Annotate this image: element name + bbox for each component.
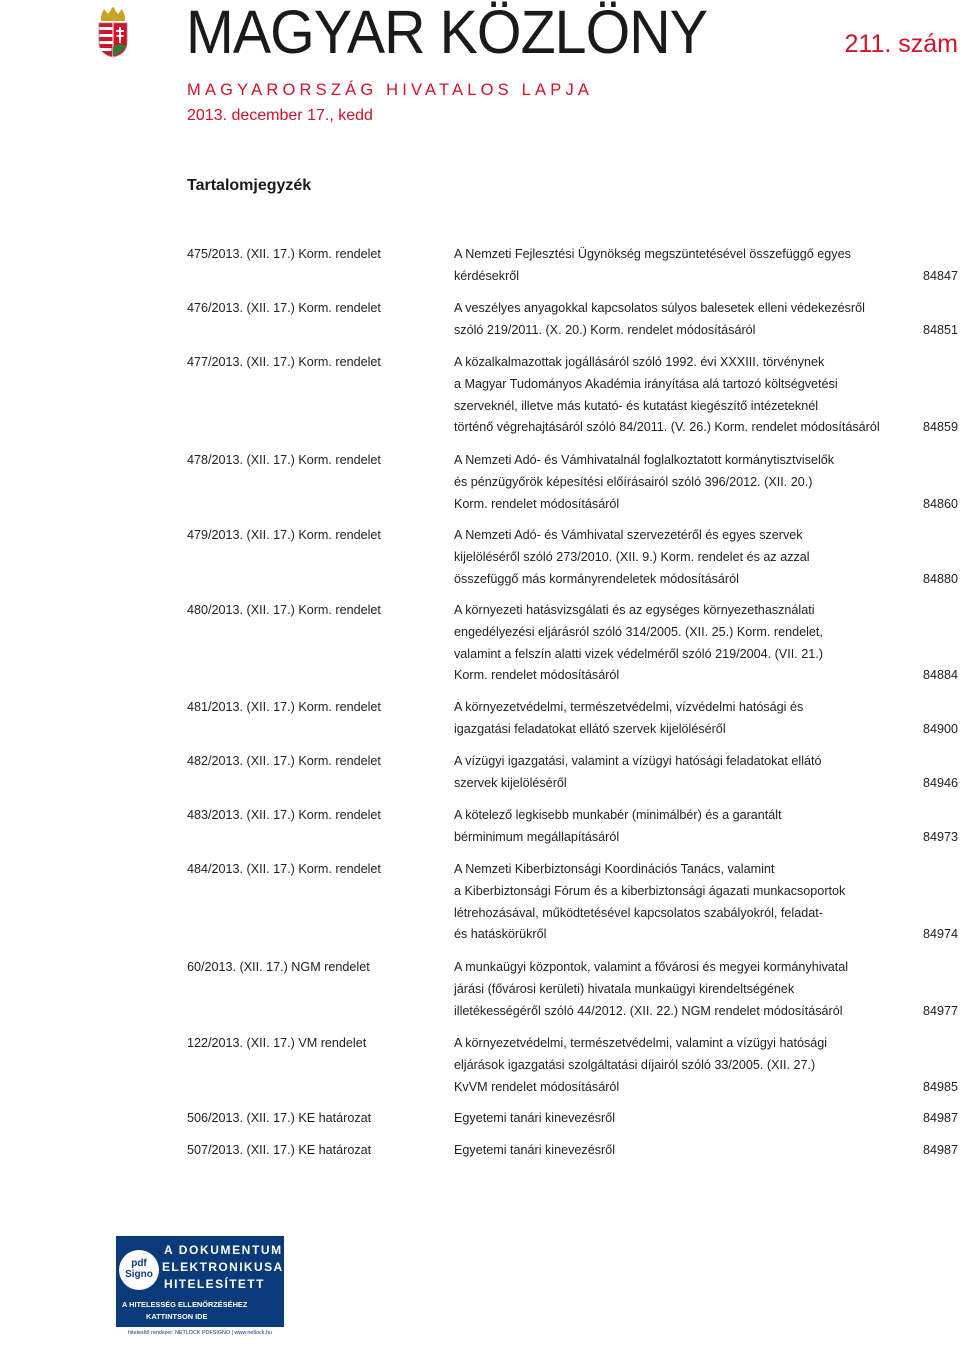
logo-text-pdf: pdf — [131, 1258, 147, 1269]
toc-entry[interactable] — [187, 244, 958, 288]
toc-entry-reference: 479/2013. (XII. 17.) Korm. rendelet — [187, 528, 381, 542]
publication-subtitle: MAGYARORSZÁG HIVATALOS LAPJA — [187, 81, 594, 99]
toc-entry-page-number: 84974 — [922, 927, 958, 942]
toc-entry-description-line: szervek kijelöléséről — [454, 775, 567, 790]
toc-entry-description-line: A veszélyes anyagokkal kapcsolatos súlyos balesetek elleni védekezésről — [454, 301, 865, 315]
toc-entry-page-number: 84987 — [922, 1111, 958, 1125]
toc-entry-description-line: A vízügyi igazgatási, valamint a vízügyi hatósági feladatokat ellátó — [454, 754, 822, 768]
toc-entry-page-number: 84860 — [922, 496, 958, 511]
toc-entry-description-line: a Kiberbiztonsági Fórum és a kiberbiztonsági ágazati munkacsoportok — [454, 883, 846, 898]
issue-number: 211. szám — [844, 30, 958, 58]
toc-entry-reference: 122/2013. (XII. 17.) VM rendelet — [187, 1036, 367, 1050]
toc-entry-page-number: 84985 — [922, 1079, 958, 1094]
toc-entry[interactable] — [187, 298, 958, 342]
toc-entry-description — [454, 751, 874, 795]
toc-entry-description-line: kérdésekről — [454, 268, 520, 283]
toc-entry-reference: 477/2013. (XII. 17.) Korm. rendelet — [187, 355, 381, 369]
toc-entry-reference: 483/2013. (XII. 17.) Korm. rendelet — [187, 808, 381, 822]
badge-line-1: A DOKUMENTUM — [164, 1243, 283, 1257]
toc-entry-description-line: igazgatási feladatokat ellátó szervek kijelöléséről — [454, 721, 726, 736]
toc-entry-reference: 507/2013. (XII. 17.) KE határozat — [187, 1143, 372, 1157]
toc-entry[interactable] — [187, 1108, 958, 1130]
toc-entry-reference: 482/2013. (XII. 17.) Korm. rendelet — [187, 754, 381, 768]
toc-entry[interactable] — [187, 1140, 958, 1162]
toc-entry-description-line: A Nemzeti Fejlesztési Ügynökség megszüntetésével összefüggő egyes — [454, 247, 851, 261]
toc-entry-reference: 476/2013. (XII. 17.) Korm. rendelet — [187, 301, 381, 315]
toc-entry-page-number: 84880 — [922, 571, 958, 586]
toc-entry[interactable] — [187, 525, 958, 590]
pdfsigno-logo — [119, 1250, 159, 1290]
toc-entry-description-line: illetékességéről szóló 44/2012. (XII. 22.) NGM rendelet módosításáról — [454, 1003, 843, 1018]
toc-entry-page-number: 84900 — [922, 721, 958, 736]
toc-entry-description-line: Korm. rendelet módosításáról — [454, 496, 620, 511]
toc-entry-description-line: A Nemzeti Adó- és Vámhivatal szervezetéről és egyes szervek — [454, 528, 803, 542]
toc-entry-description — [454, 1033, 874, 1098]
toc-entry-description-line: A munkaügyi központok, valamint a fővárosi és megyei kormányhivatal — [454, 960, 849, 974]
toc-entry-description-line: A kötelező legkisebb munkabér (minimálbér) és a garantált — [454, 808, 782, 822]
toc-entry-description-line: A környezetvédelmi, természetvédelmi, vízvédelmi hatósági és — [454, 700, 804, 714]
toc-entry-description-line: szóló 219/2011. (X. 20.) Korm. rendelet módosításáról — [454, 322, 756, 337]
toc-entry-reference: 478/2013. (XII. 17.) Korm. rendelet — [187, 453, 381, 467]
toc-entry-reference: 60/2013. (XII. 17.) NGM rendelet — [187, 960, 370, 974]
toc-entry-description — [454, 805, 874, 849]
toc-entry-description — [454, 244, 874, 288]
toc-heading: Tartalomjegyzék — [187, 177, 312, 194]
badge-line-5: KATTINTSON IDE — [146, 1312, 208, 1321]
toc-entry-description — [454, 450, 874, 515]
toc-entry-description-line: és hatáskörükről — [454, 927, 547, 942]
toc-entry-description-line: valamint a felszín alatti vizek védelméről szóló 219/2004. (VII. 21.) — [454, 646, 823, 661]
toc-entry-description-line: történő végrehajtásáról szóló 84/2011. (V. 26.) Korm. rendelet módosításáról — [454, 420, 880, 435]
toc-entry[interactable] — [187, 957, 958, 1022]
toc-entry-reference: 481/2013. (XII. 17.) Korm. rendelet — [187, 700, 381, 714]
toc-entry-page-number: 84987 — [922, 1143, 958, 1157]
toc-entry-description-line: összefüggő más kormányrendeletek módosításáról — [454, 571, 739, 586]
toc-entry-reference: 480/2013. (XII. 17.) Korm. rendelet — [187, 603, 381, 617]
toc-entry[interactable] — [187, 450, 958, 515]
toc-entry-description — [454, 957, 874, 1022]
toc-entry-description-line: a Magyar Tudományos Akadémia irányítása alá tartozó költségvetési — [454, 376, 838, 391]
toc-entry-description-line: KvVM rendelet módosításáról — [454, 1079, 620, 1094]
toc-entry[interactable] — [187, 1033, 958, 1098]
badge-line-2: ELEKTRONIKUSAN — [162, 1260, 294, 1274]
toc-entry-page-number: 84977 — [922, 1003, 958, 1018]
toc-entry-page-number: 84851 — [922, 322, 958, 337]
toc-entry-description-line: Egyetemi tanári kinevezésről — [454, 1111, 615, 1125]
badge-line-4: A HITELESSÉG ELLENŐRZÉSÉHEZ — [122, 1300, 248, 1309]
badge-line-3: HITELESÍTETT — [164, 1277, 265, 1291]
toc-entry-description-line: Korm. rendelet módosításáról — [454, 668, 620, 683]
toc-entry-description — [454, 1108, 874, 1130]
toc-entry-description — [454, 600, 874, 687]
toc-entry[interactable] — [187, 352, 958, 439]
toc-entry-page-number: 84973 — [922, 829, 958, 844]
toc-entry-description-line: járási (fővárosi kerületi) hivatala munkaügyi kirendeltségének — [454, 981, 795, 996]
toc-entry-page-number: 84859 — [922, 420, 958, 435]
toc-entry-description-line: kijelöléséről szóló 273/2010. (XII. 9.) Korm. rendelet és az azzal — [454, 549, 810, 564]
toc-entry-description — [454, 697, 874, 741]
publication-title: MAGYAR KÖZLÖNY — [186, 0, 708, 66]
toc-entry-page-number: 84946 — [922, 775, 958, 790]
toc-entry-description-line: eljárások igazgatási szolgáltatási díjairól szóló 33/2005. (XII. 27.) — [454, 1057, 816, 1072]
toc-entry-description-line: szerveknél, illetve más kutató- és kutatást kiegészítő intézeteknél — [454, 398, 818, 413]
toc-entry-description — [454, 298, 874, 342]
toc-entry-description — [454, 525, 874, 590]
toc-entry-description-line: A környezeti hatásvizsgálati és az egységes környezethasználati — [454, 603, 815, 617]
toc-entry-description — [454, 352, 880, 439]
pdfsigno-authentication-badge[interactable] — [116, 1236, 294, 1340]
toc-entry-reference: 484/2013. (XII. 17.) Korm. rendelet — [187, 862, 381, 876]
publication-date: 2013. december 17., kedd — [187, 107, 373, 124]
toc-entry-description-line: A Nemzeti Adó- és Vámhivatalnál foglalkoztatott kormánytisztviselők — [454, 453, 835, 467]
toc-entry-description-line: A Nemzeti Kiberbiztonsági Koordinációs Tanács, valamint — [454, 862, 775, 876]
toc-entry-description-line: engedélyezési eljárásról szóló 314/2005. (XII. 25.) Korm. rendelet, — [454, 624, 823, 639]
toc-entry-page-number: 84847 — [922, 268, 958, 283]
toc-entry-description-line: bérminimum megállapításáról — [454, 829, 620, 844]
logo-text-signo: Signo — [125, 1269, 153, 1280]
toc-entry[interactable] — [187, 751, 958, 795]
toc-entry-page-number: 84884 — [922, 668, 958, 683]
toc-entry[interactable] — [187, 697, 958, 741]
toc-entry[interactable] — [187, 600, 958, 687]
toc-entry-description — [454, 1140, 874, 1162]
toc-entry-description-line: létrehozásával, működtetésével kapcsolatos szabályokról, feladat- — [454, 905, 823, 920]
toc-entry[interactable] — [187, 859, 958, 946]
toc-entry[interactable] — [187, 805, 958, 849]
toc-entry-reference: 475/2013. (XII. 17.) Korm. rendelet — [187, 247, 381, 261]
badge-footer: hitelesítő rendszer: NETLOCK PDFSIGNO | www.netlock.hu — [116, 1327, 284, 1340]
toc-entry-description-line: A közalkalmazottak jogállásáról szóló 1992. évi XXXIII. törvénynek — [454, 355, 825, 369]
toc-entry-reference: 506/2013. (XII. 17.) KE határozat — [187, 1111, 372, 1125]
toc-entry-description — [454, 859, 874, 946]
toc-entry-description-line: A környezetvédelmi, természetvédelmi, valamint a vízügyi hatósági — [454, 1036, 828, 1050]
toc-entry-description-line: és pénzügyőrök képesítési előírásairól szóló 396/2012. (XII. 20.) — [454, 474, 813, 489]
toc-entry-description-line: Egyetemi tanári kinevezésről — [454, 1143, 615, 1157]
hungarian-coat-of-arms-icon — [96, 6, 130, 58]
